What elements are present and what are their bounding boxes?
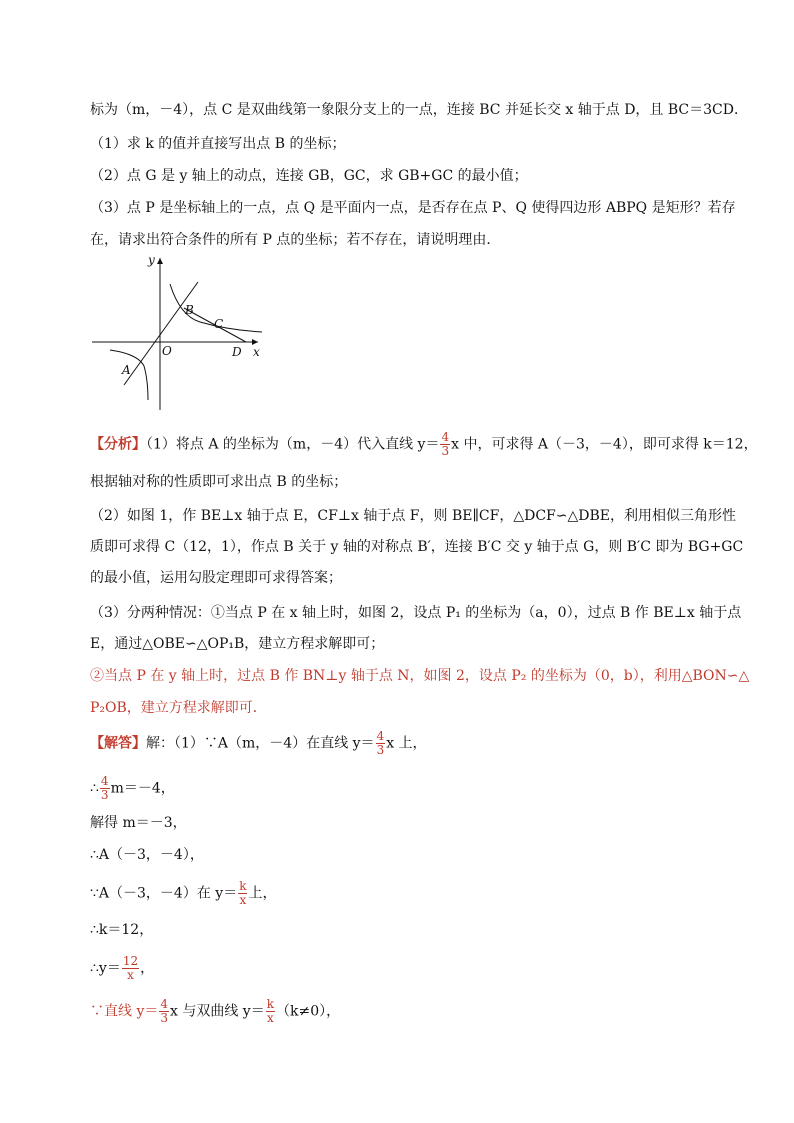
analysis-line-6: （3）分两种情况：①当点 P 在 x 轴上时，如图 2，设点 P₁ 的坐标为（a，0），过点 B 作 BE⊥x 轴于点 xyxy=(90,605,742,621)
solution-line-8: ∵直线 y＝ $\frac{4}{3}$ x 与双曲线 y＝ $\frac{k}{x}$ （k≠0）， xyxy=(90,997,341,1025)
analysis-line-3: （2）如图 1，作 BE⊥x 轴于点 E，CF⊥x 轴于点 F，则 BE∥CF，△DCF∽△DBE，利用相似三角形性 xyxy=(90,508,737,524)
analysis-line-1: 【分析】（1）将点 A 的坐标为（m，－4）代入直线 y＝ $\frac{4}{3}$ x 中，可求得 A（－3，－4），即可求得 k＝12， xyxy=(90,430,758,458)
analysis-tag: 【分析】 xyxy=(90,436,146,453)
fraction-4-3: $\frac{4}{3}$ xyxy=(100,774,109,802)
label-x: x xyxy=(253,345,260,359)
fraction-k-x: $\frac{k}{x}$ xyxy=(239,879,247,907)
solution-line-4: ∴A（－3，－4）， xyxy=(90,847,204,863)
analysis-line-7: E，通过△OBE∽△OP₁B，建立方程求解即可； xyxy=(90,636,385,652)
question-1: （1）求 k 的值并直接写出点 B 的坐标； xyxy=(90,136,346,152)
fraction-4-3: $\frac{4}{3}$ xyxy=(160,997,168,1025)
problem-line-1: 标为（m，－4），点 C 是双曲线第一象限分支上的一点，连接 BC 并延长交 x 轴于点 D，且 BC＝3CD． xyxy=(90,102,748,118)
question-3-line-1: （3）点 P 是坐标轴上的一点，点 Q 是平面内一点，是否存在点 P、Q 使得四边形 ABPQ 是矩形？若存 xyxy=(90,200,736,216)
label-a: A xyxy=(122,363,131,377)
line-ab xyxy=(124,282,198,385)
fraction-k-x: $\frac{k}{x}$ xyxy=(266,997,274,1025)
label-y: y xyxy=(148,253,155,267)
label-c: C xyxy=(214,317,224,331)
question-3-line-2: 在，请求出符合条件的所有 P 点的坐标；若不存在，请说明理由． xyxy=(90,232,501,248)
solution-line-1: 【解答】解：（1）∵A（m，－4）在直线 y＝ $\frac{4}{3}$ x 上， xyxy=(90,729,427,757)
analysis-line-2: 根据轴对称的性质即可求出点 B 的坐标； xyxy=(90,474,348,490)
label-d: D xyxy=(232,345,242,359)
analysis-line-4: 质即可求得 C（12，1），作点 B 关于 y 轴的对称点 B′，连接 B′C 交 y 轴于点 G，则 B′C 即为 BG+GC xyxy=(90,539,744,555)
solution-tag: 【解答】 xyxy=(90,735,146,752)
solution-line-5: ∵A（－3，－4）在 y＝ $\frac{k}{x}$ 上， xyxy=(90,879,277,907)
solution-line-2: ∴ $\frac{4}{3}$ m＝－4， xyxy=(90,774,175,802)
analysis-line-8: ②当点 P 在 y 轴上时，过点 B 作 BN⊥y 轴于点 N，如图 2，设点 P₂ 的坐标为（0，b），利用△BON∽△ xyxy=(90,668,750,684)
y-axis-arrow xyxy=(157,258,163,264)
fraction-4-3: $\frac{4}{3}$ xyxy=(376,729,385,757)
fraction-4-3: $\frac{4}{3}$ xyxy=(441,430,450,458)
solution-line-7: ∴y＝ $\frac{12}{x}$ ， xyxy=(90,954,155,982)
fraction-12-x: $\frac{12}{x}$ xyxy=(122,954,139,982)
question-2: （2）点 G 是 y 轴上的动点，连接 GB，GC，求 GB+GC 的最小值； xyxy=(90,168,528,184)
coordinate-figure xyxy=(88,250,268,420)
analysis-line-9: P₂OB，建立方程求解即可． xyxy=(90,700,267,716)
label-b: B xyxy=(185,303,194,317)
solution-line-3: 解得 m＝－3， xyxy=(90,815,187,831)
analysis-line-5: 的最小值，运用勾股定理即可求得答案； xyxy=(90,570,342,586)
solution-line-6: ∴k＝12， xyxy=(90,922,154,938)
label-o: O xyxy=(162,344,172,358)
